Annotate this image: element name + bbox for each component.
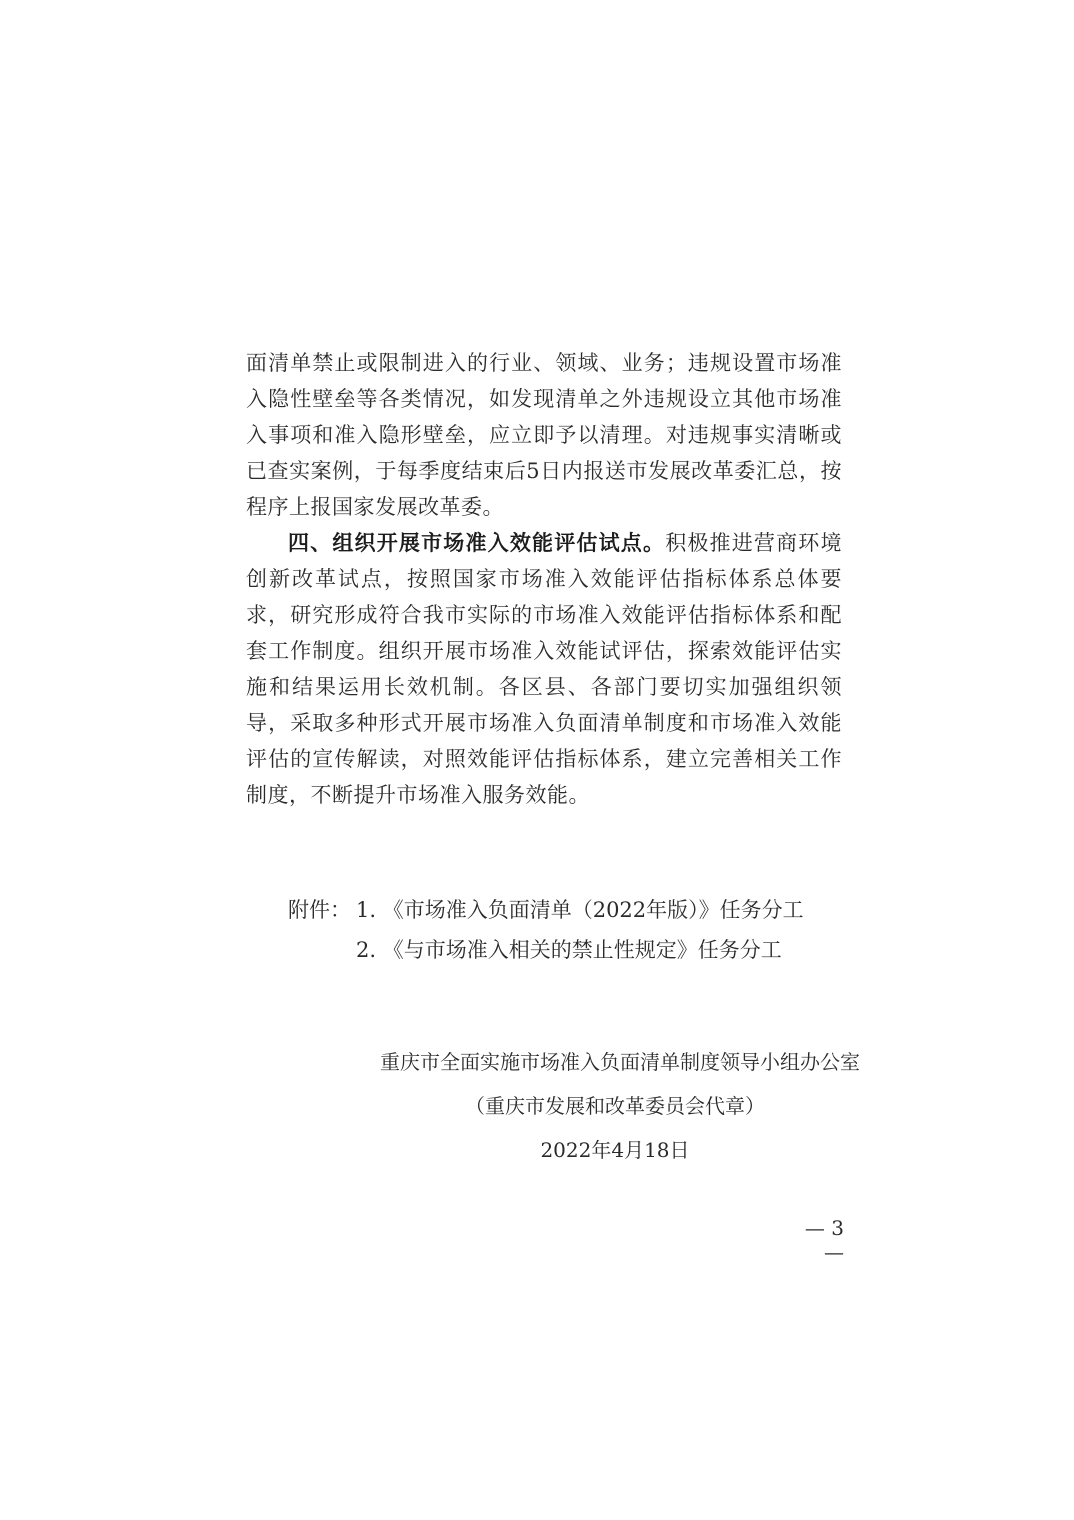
attachments-list	[288, 890, 848, 970]
paragraph-section-four	[246, 525, 842, 813]
attachment-title: 2. 《与市场准入相关的禁止性规定》任务分工	[356, 938, 782, 962]
issue-date: 2022年4月18日	[540, 1138, 690, 1162]
attachment-item	[288, 930, 848, 970]
signature-block	[380, 1040, 860, 1172]
attachment-item	[288, 890, 848, 930]
seal-note: （重庆市发展和改革委员会代章）	[465, 1094, 765, 1118]
section-body: 积极推进营商环境创新改革试点，按照国家市场准入效能评估指标体系总体要求，研究形成符合我市实际的市场准入效能评估指标体系和配套工作制度。组织开展市场准入效能试评估，探索效能评估实施和结果运用长效机制。各区县、各部门要切实加强组织领导，采取多种形式开展市场准入负面清单制度和市场准入效能评估的宣传解读，对照效能评估指标体系，建立完善相关工作制度，不断提升市场准入服务效能。	[246, 531, 842, 807]
attachment-title: 1. 《市场准入负面清单（2022年版）》任务分工	[356, 898, 804, 922]
section-heading: 四、组织开展市场准入效能评估试点。	[288, 531, 666, 555]
page-number: — 3 —	[804, 1216, 844, 1264]
body-text	[246, 345, 842, 813]
attachments-label: 附件：	[288, 898, 351, 922]
issuing-organization: 重庆市全面实施市场准入负面清单制度领导小组办公室	[380, 1050, 860, 1074]
paragraph-continuation: 面清单禁止或限制进入的行业、领域、业务；违规设置市场准入隐性壁垒等各类情况，如发现清单之外违规设立其他市场准入事项和准入隐形壁垒，应立即予以清理。对违规事实清晰或已查实案例，于每季度结束后5日内报送市发展改革委汇总，按程序上报国家发展改革委。	[246, 351, 842, 519]
